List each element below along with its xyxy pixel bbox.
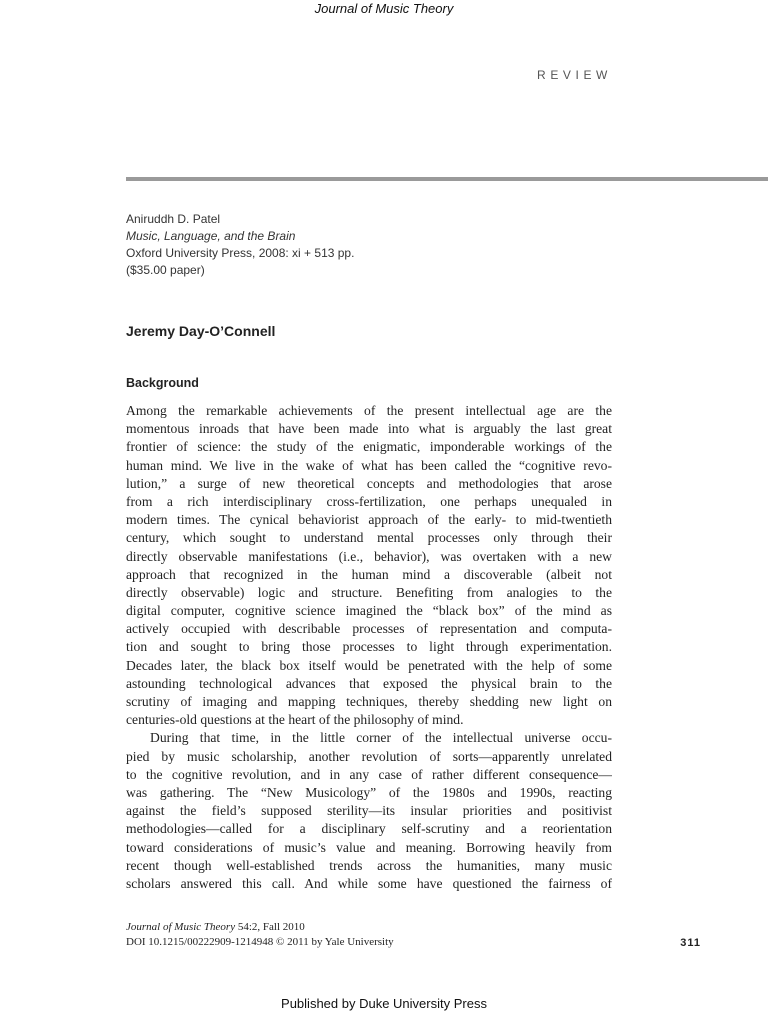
- body-line: scholars answered this call. And while some have questioned the fairness of: [126, 875, 612, 891]
- body-line: centuries-old questions at the heart of the philosophy of mind.: [126, 712, 464, 728]
- header-rule: [126, 177, 768, 181]
- body-line: modern times. The cynical behaviorist approach of the early- to mid-twentieth: [126, 512, 612, 528]
- body-line: approach that recognized in the human mind a discoverable (albeit not: [126, 566, 612, 582]
- body-line: astounding technological advances that exposed the physical brain to the: [126, 675, 612, 691]
- body-line: directly observable manifestations (i.e., behavior), was overtaken with a new: [126, 548, 612, 564]
- body-line: scrutiny of imaging and mapping techniques, thereby shedding new light on: [126, 694, 612, 709]
- book-author: Aniruddh D. Patel: [126, 212, 221, 226]
- body-line: from a rich interdisciplinary cross-fertilization, one perhaps unequaled in: [126, 493, 612, 509]
- body-line: actively occupied with describable processes of representation and computa-: [126, 621, 612, 637]
- body-line: frontier of science: the study of the enigmatic, imponderable workings of the: [126, 439, 612, 455]
- footer-issue: 54:2, Fall 2010: [235, 921, 305, 933]
- footer-citation: [126, 921, 305, 933]
- body-line: methodologies—called for a disciplinary self-scrutiny and a reorientation: [126, 821, 612, 837]
- journal-banner: Journal of Music Theory: [314, 1, 454, 16]
- body-line: against the field’s supposed sterility—its insular priorities and positivist: [126, 803, 612, 819]
- body-line: During that time, in the little corner of the intellectual universe occu-: [150, 730, 612, 746]
- book-price: ($35.00 paper): [126, 263, 205, 277]
- body-line: Decades later, the black box itself would be penetrated with the help of some: [126, 657, 612, 673]
- reviewer-name: Jeremy Day-O’Connell: [126, 323, 276, 339]
- book-publisher: Oxford University Press, 2008: xi + 513 pp.: [126, 246, 355, 260]
- body-line: momentous inroads that have been made into what is arguably the last great: [126, 421, 612, 437]
- publisher-banner: Published by Duke University Press: [281, 996, 487, 1011]
- footer-journal-name: Journal of Music Theory: [126, 921, 236, 933]
- book-title: Music, Language, and the Brain: [126, 229, 296, 243]
- footer-doi: DOI 10.1215/00222909-1214948 © 2011 by Yale University: [126, 936, 394, 948]
- section-heading: Background: [126, 376, 199, 390]
- page-number: 311: [680, 937, 701, 949]
- body-line: was gathering. The “New Musicology” of the 1980s and 1990s, reacting: [126, 784, 612, 800]
- body-line: century, which sought to understand mental processes only through their: [126, 530, 612, 546]
- body-text: [126, 402, 612, 893]
- body-line: directly observable) logic and structure. Benefiting from analogies to the: [126, 584, 612, 600]
- body-line: recent though well-established trends across the humanities, many music: [126, 857, 612, 873]
- body-line: digital computer, cognitive science imagined the “black box” of the mind as: [126, 603, 612, 619]
- body-line: Among the remarkable achievements of the present intellectual age are the: [126, 403, 612, 418]
- body-line: to the cognitive revolution, and in any case of rather different consequence—: [126, 766, 612, 782]
- section-label: REVIEW: [537, 68, 612, 82]
- body-line: pied by music scholarship, another revolution of sorts—apparently unrelated: [126, 748, 612, 764]
- body-line: toward considerations of music’s value and meaning. Borrowing heavily from: [126, 839, 612, 855]
- body-line: tion and sought to bring those processes to light through experimentation.: [126, 639, 612, 655]
- bibliographic-entry: [126, 211, 616, 279]
- body-line: human mind. We live in the wake of what has been called the “cognitive revo-: [126, 457, 612, 473]
- body-line: lution,” a surge of new theoretical concepts and methodologies that arose: [126, 475, 612, 491]
